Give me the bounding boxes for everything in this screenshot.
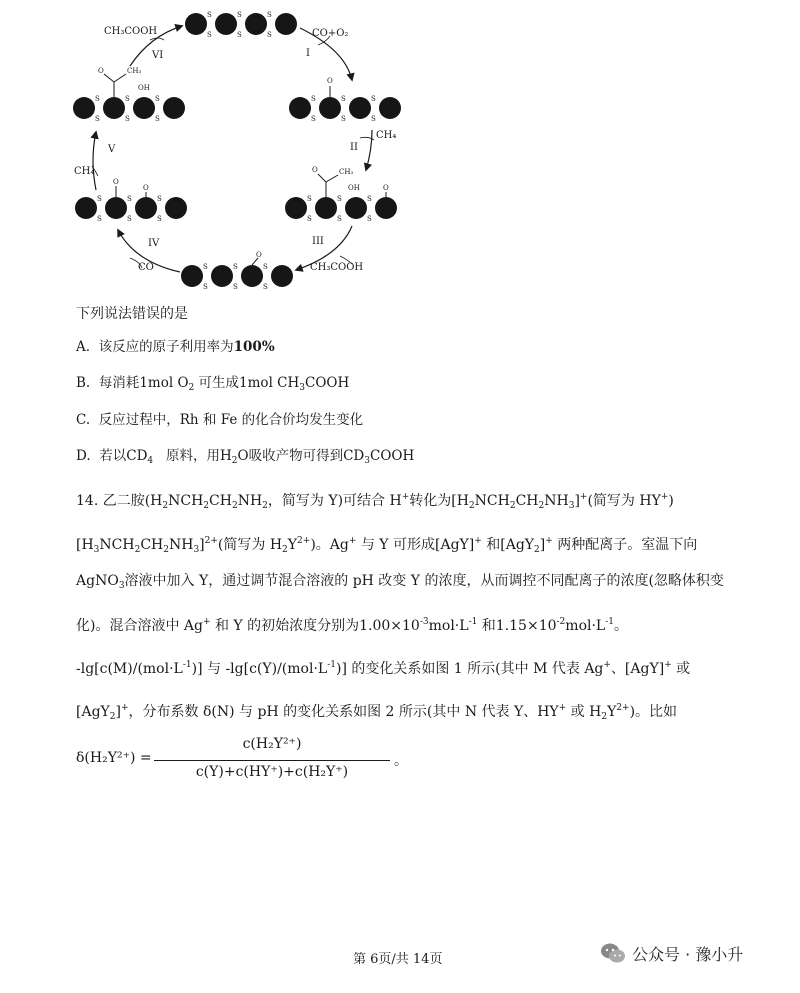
svg-text:OH: OH	[348, 184, 360, 192]
svg-text:S: S	[125, 115, 130, 123]
svg-text:S: S	[203, 283, 208, 291]
top-catalyst-chain	[185, 11, 297, 39]
svg-text:O: O	[383, 184, 389, 192]
svg-text:S: S	[157, 195, 162, 203]
option-b: B. 每消耗1mol $O_2$ 可生成1mol $CH_3COOH$	[76, 375, 350, 393]
svg-text:S: S	[307, 195, 312, 203]
question-13-stem: 下列说法错误的是	[76, 306, 188, 322]
svg-text:S: S	[233, 263, 238, 271]
question-14-line-1: 14. 乙二胺($H_2NCH_2CH_2NH_2$，简写为 Y)可结合 H+转化为$[H_2NCH_2CH_2NH_3]^+$(简写为 HY+)	[76, 492, 674, 511]
step-I-label: I	[306, 48, 310, 59]
right-upper-chain	[289, 77, 401, 123]
svg-text:S: S	[233, 283, 238, 291]
svg-text:O: O	[312, 166, 318, 174]
question-14-line-3: AgNO$_3$溶液中加入 Y，通过调节混合溶液的 pH 改变 Y 的浓度，从而调控不同配离子的浓度(忽略体积变	[76, 573, 724, 591]
page-number: 第 6页/共 14页	[353, 952, 443, 967]
svg-text:S: S	[237, 31, 242, 39]
svg-text:CH₃: CH₃	[127, 67, 142, 75]
co-label: CO	[138, 262, 154, 273]
question-14-line-2: $[H_3NCH_2CH_2NH_3]^{2+}$(简写为 $H_2Y^{2+}$)。Ag+ 与 Y 可形成[AgY]+ 和[AgY$_2$]+ 两种配离子。室温下向	[76, 536, 698, 555]
svg-text:O: O	[98, 67, 104, 75]
svg-text:S: S	[263, 283, 268, 291]
svg-text:S: S	[97, 215, 102, 223]
svg-text:CH₃: CH₃	[339, 168, 354, 176]
arrow-step-II	[366, 130, 372, 170]
svg-text:S: S	[307, 215, 312, 223]
option-d: D. 若以$CD_4$ 原料，用$H_2O$吸收产物可得到$CD_3COOH$	[76, 448, 415, 466]
left-upper-chain	[73, 67, 185, 123]
ch4-label: CH₄	[74, 166, 95, 177]
svg-text:S: S	[207, 11, 212, 19]
svg-text:S: S	[157, 215, 162, 223]
step-II-label: II	[350, 142, 358, 153]
svg-text:S: S	[367, 195, 372, 203]
bottom-catalyst-chain	[181, 251, 293, 291]
svg-text:S: S	[95, 95, 100, 103]
svg-text:S: S	[337, 195, 342, 203]
svg-text:S: S	[155, 95, 160, 103]
question-14-line-4: 化)。混合溶液中 Ag+ 和 Y 的初始浓度分别为$1.00\times 10^{-3}mol\cdot L^{-1}$ 和$1.15\times 10^{-2}mol\cdot L^{-1}$。	[76, 617, 629, 634]
left-lower-chain	[75, 178, 187, 223]
step-V-label: V	[108, 144, 116, 155]
svg-text:S: S	[371, 95, 376, 103]
svg-text:S: S	[155, 115, 160, 123]
svg-text:S: S	[207, 31, 212, 39]
svg-text:O: O	[113, 178, 119, 186]
ch4-in-label: CH₄	[376, 130, 397, 141]
svg-text:S: S	[95, 115, 100, 123]
svg-text:S: S	[341, 95, 346, 103]
option-c: C. 反应过程中，Rh 和 Fe 的化合价均发生变化	[76, 412, 364, 428]
svg-text:S: S	[267, 31, 272, 39]
step-VI-label: VI	[152, 50, 164, 61]
ch3cooh-top-label: CH₃COOH	[104, 26, 158, 37]
svg-text:O: O	[143, 184, 149, 192]
svg-text:S: S	[203, 263, 208, 271]
option-a: A. 该反应的原子利用率为100%	[76, 339, 275, 355]
svg-text:S: S	[263, 263, 268, 271]
svg-text:S: S	[97, 195, 102, 203]
svg-text:S: S	[371, 115, 376, 123]
right-lower-chain	[285, 166, 397, 223]
svg-text:S: S	[341, 115, 346, 123]
svg-text:OH: OH	[138, 84, 150, 92]
step-III-label: III	[312, 236, 324, 247]
svg-text:S: S	[311, 115, 316, 123]
question-14-line-6: [AgY$_2$]+，分布系数 δ(N) 与 pH 的变化关系如图 2 所示(其中 N 代表 Y、HY+ 或 $H_2Y^{2+}$)。比如	[76, 703, 678, 722]
watermark: 公众号 · 豫小升	[600, 938, 743, 968]
svg-text:S: S	[127, 215, 132, 223]
co-o2-label: CO+O₂	[312, 28, 349, 39]
arrow-step-V	[93, 132, 96, 190]
svg-text:S: S	[237, 11, 242, 19]
svg-text:O: O	[256, 251, 262, 259]
wechat-icon	[600, 942, 626, 964]
svg-text:S: S	[337, 215, 342, 223]
ch3cooh-out-label: CH₃COOH	[310, 262, 364, 273]
step-IV-label: IV	[148, 238, 160, 249]
question-14-line-5: $-\lg[c(M)/(mol\cdot L^{-1})]$ 与 $-\lg[c(Y)/(mol\cdot L^{-1})]$ 的变化关系如图 1 所示(其中 M 代表 Ag+、[AgY]+ 或	[76, 660, 691, 677]
svg-text:S: S	[311, 95, 316, 103]
svg-text:S: S	[127, 195, 132, 203]
svg-text:S: S	[367, 215, 372, 223]
svg-text:S: S	[267, 11, 272, 19]
svg-text:S: S	[125, 95, 130, 103]
catalytic-cycle-diagram	[0, 0, 800, 300]
svg-text:O: O	[327, 77, 333, 85]
